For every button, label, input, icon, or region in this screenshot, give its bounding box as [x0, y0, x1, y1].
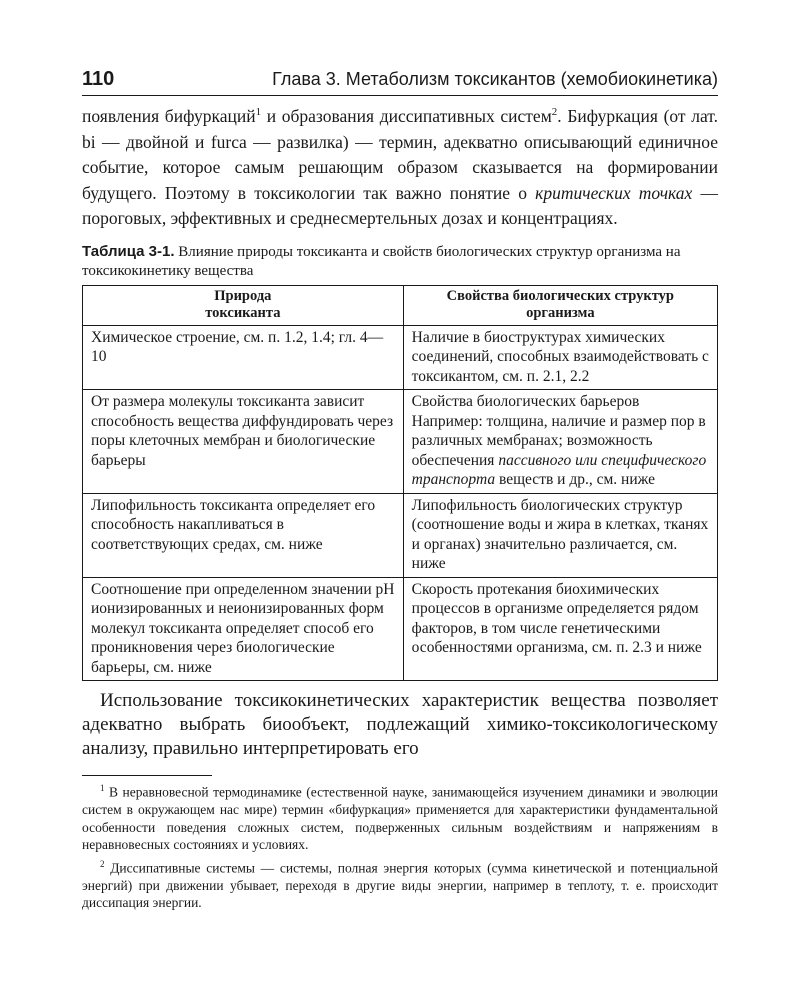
- footnote-mark: 2: [100, 858, 105, 869]
- footnote-mark: 1: [100, 783, 105, 793]
- footnote-divider: [82, 775, 212, 776]
- footnote-text: В неравновесной термодинамике (естественной науке, занимающейся изучением динамики и эволюции систем в окружающем нас мире) термин «бифуркация» применяется для характеристики фундаментальной особенности поведения сложных систем, подверженных сильным воздействиям и напряжениям в неравновесных состояниях и условиях.: [82, 784, 718, 852]
- table-row: [83, 493, 718, 577]
- table-row: [83, 577, 718, 681]
- running-title: Глава 3. Метаболизм токсикантов (хемобиокинетика): [272, 69, 718, 89]
- table-header-row: [83, 285, 718, 325]
- page-number: 110: [82, 68, 115, 90]
- table-caption-label: Таблица 3-1.: [82, 242, 175, 260]
- paragraph-text: и образования диссипативных систем: [261, 106, 552, 126]
- table-cell: От размера молекулы токсиканта зависит способность вещества диффундировать через поры клеточных мембран и биологические барьеры: [83, 390, 404, 494]
- table-cell: Свойства биологических барьеров Например: толщина, наличие и размер пор в различных мембранах; возможность обеспечения пассивного или специфического транспорта веществ и др., см. ниже: [403, 390, 717, 494]
- table-row: [83, 325, 718, 390]
- table-cell: Химическое строение, см. п. 1.2, 1.4; гл. 4—10: [83, 325, 404, 390]
- footnote-1: [82, 780, 718, 854]
- table-cell: Липофильность токсиканта определяет его способность накапливаться в соответствующих средах, см. ниже: [83, 493, 404, 577]
- book-page: [82, 68, 718, 914]
- italic-term: пассивного или специфического транспорта: [411, 451, 707, 488]
- footnote-ref-1: 1: [255, 106, 262, 119]
- continuation-paragraph: Использование токсикокинетических характеристик вещества позволяет адекватно выбрать биообъект, подлежащий химико-токсикологическому анализу, правильно интерпретировать его: [82, 690, 718, 759]
- table-row: [83, 390, 718, 494]
- paragraph-text: — пороговых, эффективных и среднесмертельных дозах и концентрациях.: [82, 182, 718, 228]
- paragraph-text: появления бифуркаций: [82, 106, 256, 126]
- footnote-2: [82, 856, 718, 912]
- footnote-text: Диссипативные системы — системы, полная энергия которых (сумма кинетической и потенциальной энергий) при движении убывает, переходя в другие виды энергии, например в теплоту, т. е. происходит диссипация энергии.: [82, 860, 718, 910]
- table-cell: Наличие в биоструктурах химических соединений, способных взаимодействовать с токсикантом, см. п. 2.1, 2.2: [403, 325, 717, 390]
- table-caption: [82, 242, 718, 281]
- italic-term: критических точках: [535, 182, 693, 203]
- table-cell: Липофильность биологических структур (соотношение воды и жира в клетках, тканях и органах) значительно различается, см. ниже: [403, 493, 717, 577]
- paragraph-text: . Бифуркация (от лат. bi — двойной и furca — развилка) — термин, адекватно описывающий единичное событие, которое самым решающим образом сказывается на формировании будущего. Поэтому в токсикологии так важно понятие о: [82, 106, 718, 203]
- table-header-nature: Природа токсиканта: [83, 285, 404, 325]
- table-header-properties: Свойства биологических структур организма: [403, 285, 717, 325]
- table-caption-text: Влияние природы токсиканта и свойств биологических структур организма на токсикокинетику вещества: [82, 243, 681, 279]
- footnote-ref-2: 2: [551, 106, 558, 119]
- toxicokinetics-table: [82, 285, 718, 682]
- page-header: [82, 68, 718, 96]
- table-cell: Скорость протекания биохимических процессов в организме определяется рядом факторов, в том числе генетическими особенностями организма, см. п. 2.3 и ниже: [403, 577, 717, 681]
- table-cell: Соотношение при определенном значении pH ионизированных и неионизированных форм молекул токсиканта определяет способ его проникновения через биологические барьеры, см. ниже: [83, 577, 404, 681]
- intro-paragraph: [82, 104, 718, 232]
